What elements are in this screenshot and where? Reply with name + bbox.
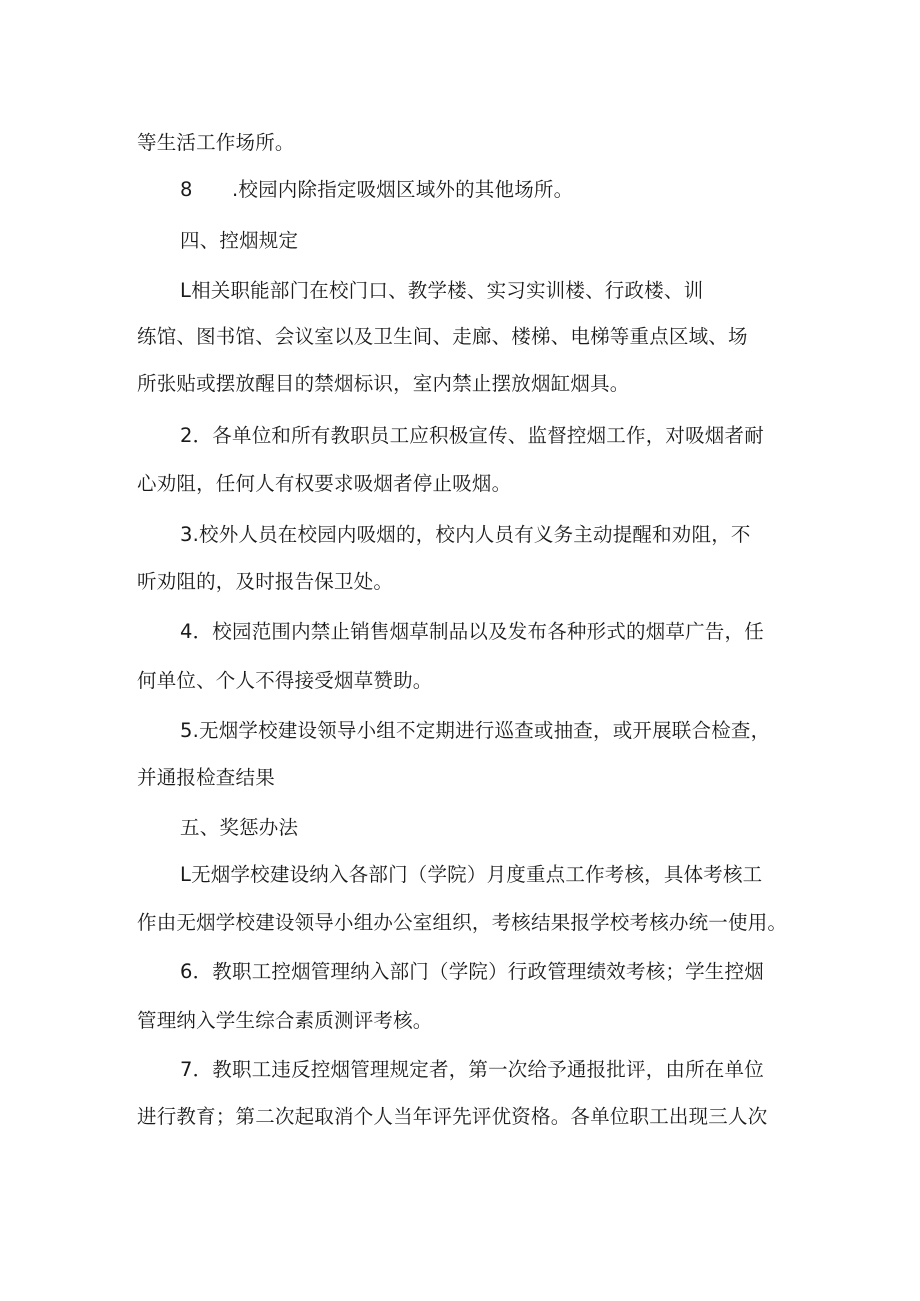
list-item-1-line-3: 所张贴或摆放醒目的禁烟标识，室内禁止摆放烟缸烟具。: [137, 372, 630, 395]
reward-item-7-line-1: 7．教职工违反控烟管理规定者，第一次给予通报批评，由所在单位: [180, 1058, 764, 1081]
reward-item-7-line-2: 进行教育；第二次起取消个人当年评先评优资格。各单位职工出现三人次: [137, 1105, 768, 1128]
reward-item-1-line-1: L无烟学校建设纳入各部门（学院）月度重点工作考核，具体考核工: [180, 863, 763, 886]
section-heading-rewards-penalties: 五、奖惩办法: [180, 816, 299, 839]
list-item-1-line-1: L相关职能部门在校门口、教学楼、实习实训楼、行政楼、训: [180, 279, 704, 302]
list-item-3-line-1: 3.校外人员在校园内吸烟的，校内人员有义务主动提醒和劝阻，不: [180, 523, 751, 546]
reward-item-1-line-2: 作由无烟学校建设领导小组办公室组织，考核结果报学校考核办统一使用。: [137, 911, 788, 934]
section-heading-tobacco-control-rules: 四、控烟规定: [180, 229, 299, 252]
list-item-1-line-2: 练馆、图书馆、会议室以及卫生间、走廊、楼梯、电梯等重点区域、场: [137, 325, 748, 348]
text-line-continuation: 等生活工作场所。: [137, 131, 295, 154]
list-item-2-line-2: 心劝阻，任何人有权要求吸烟者停止吸烟。: [137, 472, 512, 495]
list-item-3-line-2: 听劝阻的，及时报告保卫处。: [137, 570, 394, 593]
list-item-8: 8 .校园内除指定吸烟区域外的其他场所。: [180, 178, 574, 201]
list-item-2-line-1: 2．各单位和所有教职员工应积极宣传、监督控烟工作，对吸烟者耐: [180, 424, 764, 447]
list-item-4-line-2: 何单位、个人不得接受烟草赞助。: [137, 669, 433, 692]
list-item-5-line-1: 5.无烟学校建设领导小组不定期进行巡查或抽查，或开展联合检查，: [180, 719, 771, 742]
list-item-5-line-2: 并通报检查结果: [137, 766, 275, 789]
list-item-4-line-1: 4．校园范围内禁止销售烟草制品以及发布各种形式的烟草广告，任: [180, 620, 764, 643]
reward-item-6-line-2: 管理纳入学生综合素质测评考核。: [137, 1009, 433, 1032]
reward-item-6-line-1: 6．教职工控烟管理纳入部门（学院）行政管理绩效考核；学生控烟: [180, 960, 764, 983]
